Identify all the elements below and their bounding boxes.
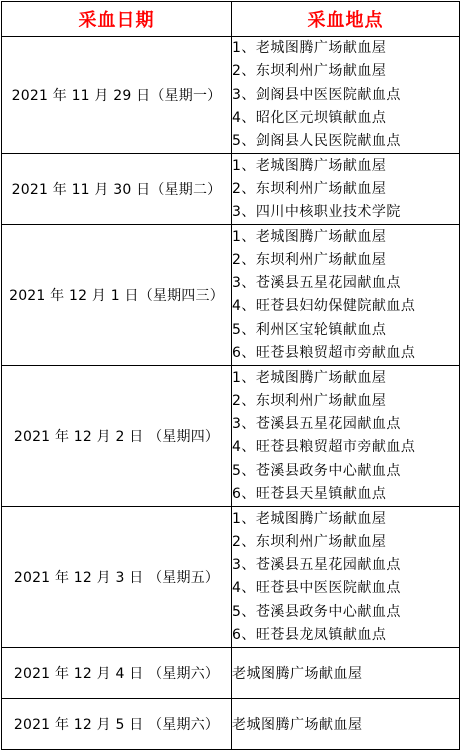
location-item: 5、苍溪县政务中心献血点 (232, 462, 401, 479)
table-row (2, 225, 460, 366)
location-list (232, 37, 460, 154)
location-list (232, 225, 460, 366)
location-item: 2、东坝利州广场献血屋 (232, 392, 387, 409)
collection-date: 2021 年 11 月 29 日（星期一） (2, 37, 232, 154)
location-list (232, 507, 460, 648)
location-item: 老城图腾广场献血屋 (232, 648, 460, 699)
location-item: 5、剑阁县人民医院献血点 (232, 133, 401, 150)
collection-date: 2021 年 12 月 4 日 （星期六） (2, 648, 232, 699)
location-item: 1、老城图腾广场献血屋 (232, 40, 387, 56)
collection-date: 2021 年 12 月 2 日 （星期四） (2, 366, 232, 507)
location-item: 4、旺苍县妇幼保健院献血点 (232, 298, 416, 315)
collection-date: 2021 年 11 月 30 日（星期二） (2, 154, 232, 225)
collection-date: 2021 年 12 月 3 日 （星期五） (2, 507, 232, 648)
table-row (2, 154, 460, 225)
location-list (232, 366, 460, 507)
table-row (2, 366, 460, 507)
location-item: 5、苍溪县政务中心献血点 (232, 603, 401, 620)
table-row (2, 648, 460, 699)
location-item: 6、旺苍县粮贸超市旁献血点 (232, 345, 416, 362)
table-row (2, 699, 460, 750)
location-item: 2、东坝利州广场献血屋 (232, 251, 387, 268)
location-item: 5、利州区宝轮镇献血点 (232, 321, 387, 338)
collection-date: 2021 年 12 月 5 日 （星期六） (2, 699, 232, 750)
location-item: 1、老城图腾广场献血屋 (232, 157, 387, 174)
location-column-header: 采血地点 (232, 2, 460, 37)
location-item: 4、昭化区元坝镇献血点 (232, 109, 387, 126)
location-item: 6、旺苍县天星镇献血点 (232, 486, 387, 503)
location-item: 2、东坝利州广场献血屋 (232, 63, 387, 80)
location-item: 1、老城图腾广场献血屋 (232, 510, 387, 527)
date-column-header: 采血日期 (2, 2, 232, 37)
location-item: 6、旺苍县龙凤镇献血点 (232, 627, 387, 644)
collection-date: 2021 年 12 月 1 日（星期四三） (2, 225, 232, 366)
location-item: 2、东坝利州广场献血屋 (232, 180, 387, 197)
location-item: 3、剑阁县中医医院献血点 (232, 86, 401, 103)
table-row (2, 507, 460, 648)
location-item: 3、四川中核职业技术学院 (232, 204, 401, 221)
location-item: 3、苍溪县五星花园献血点 (232, 275, 401, 292)
location-item: 老城图腾广场献血屋 (232, 699, 460, 750)
location-item: 4、旺苍县粮贸超市旁献血点 (232, 439, 416, 456)
location-item: 1、老城图腾广场献血屋 (232, 369, 387, 386)
table-header-row (2, 2, 460, 37)
location-list (232, 154, 460, 225)
table-row (2, 37, 460, 154)
location-item: 1、老城图腾广场献血屋 (232, 228, 387, 245)
location-item: 3、苍溪县五星花园献血点 (232, 416, 401, 433)
location-item: 2、东坝利州广场献血屋 (232, 533, 387, 550)
blood-collection-schedule-table (1, 1, 460, 750)
location-item: 4、旺苍县中医医院献血点 (232, 580, 401, 597)
location-item: 3、苍溪县五星花园献血点 (232, 557, 401, 574)
